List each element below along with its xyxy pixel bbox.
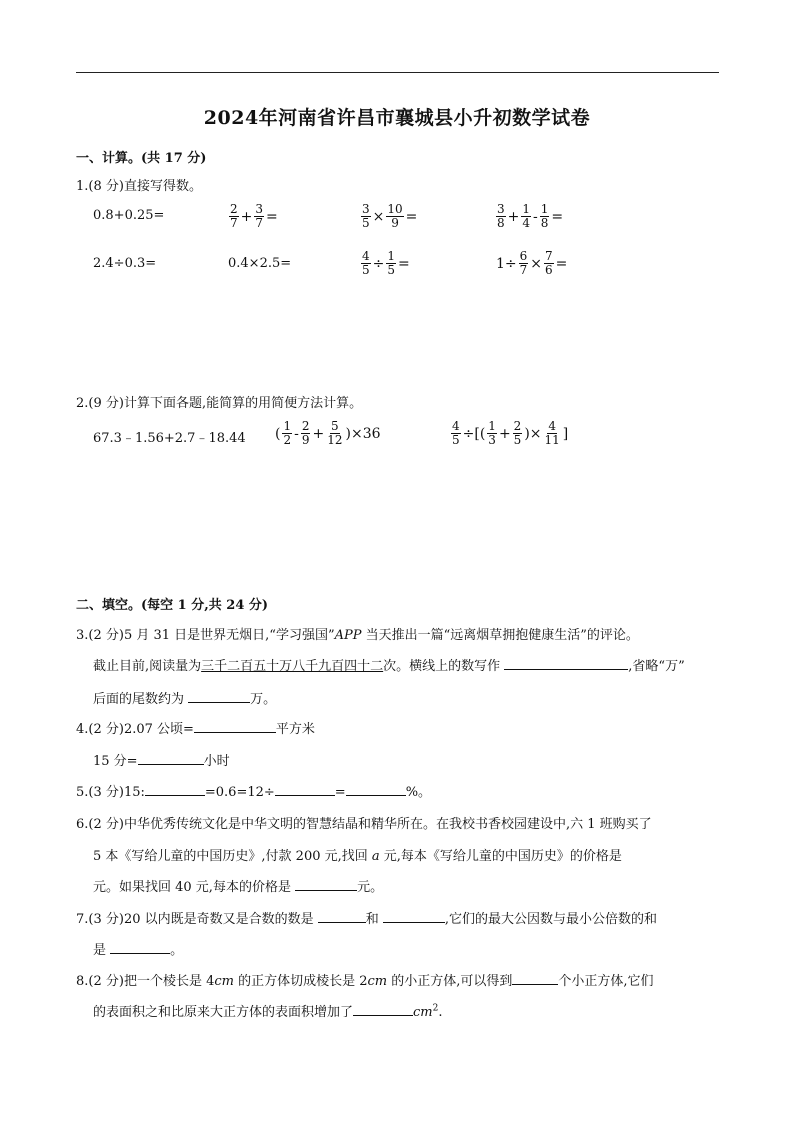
q2-expr-1: 67.3﹣1.56+2.7﹣18.44 [93,431,246,446]
q6-blank-1[interactable] [295,878,357,891]
q3-line-1: 3.(2 分)5 月 31 日是世界无烟日,“学习强国”APP 当天推出一篇“远离烟草拥抱健康生活”的评论。 [76,628,639,643]
section-1-heading: 一、计算。(共 17 分) [76,151,207,166]
q4-line-2: 15 分= 小时 [93,754,230,769]
top-rule [76,72,719,73]
q1-r2c3: $\frac{4}{5}$ ÷ $\frac{1}{5}$ = [362,249,410,277]
q1-stem: 1.(8 分)直接写得数。 [76,179,202,194]
q3-line-3: 后面的尾数约为 万。 [93,692,277,707]
q2-stem: 2.(9 分)计算下面各题,能简算的用简便方法计算。 [76,396,363,411]
q5-blank-2[interactable] [275,783,335,796]
q7-blank-1[interactable] [318,910,366,923]
q4-blank-1[interactable] [194,720,276,733]
q4-line-1: 4.(2 分)2.07 公顷= 平方米 [76,722,315,737]
q4-blank-2[interactable] [138,752,204,765]
q1-r1c2: $\frac{2}{7}$ + $\frac{3}{7}$ = [230,202,278,230]
q1-r1c1: 0.8+0.25= [93,208,165,223]
q3-blank-1[interactable] [504,657,628,670]
exam-title: 2024年河南省许昌市襄城县小升初数学试卷 [203,107,591,129]
q8-line-1: 8.(2 分)把一个棱长是 4cm 的正方体切成棱长是 2cm 的小正方体,可以得到 个小正方体,它们 [76,974,654,989]
q3-blank-2[interactable] [188,690,250,703]
q6-line-3: 元。如果找回 40 元,每本的价格是 元。 [93,880,384,895]
q2-expr-3: $\frac{4}{5}$ ÷[( $\frac{1}{3}$ + $\frac{2}{5}$ )× $\frac{4}{11}$ ] [452,419,569,447]
q7-blank-3[interactable] [110,941,170,954]
q5-blank-3[interactable] [346,783,406,796]
q1-r1c4: $\frac{3}{8}$ + $\frac{1}{4}$ - $\frac{1}{8}$ = [497,202,564,230]
q1-r2c2: 0.4×2.5= [228,256,292,271]
q1-r2c4: 1÷ $\frac{6}{7}$ × $\frac{7}{6}$ = [496,249,568,277]
q7-line-1: 7.(3 分)20 以内既是奇数又是合数的数是 和 ,它们的最大公因数与最小公倍数的和 [76,912,658,927]
q6-line-1: 6.(2 分)中华优秀传统文化是中华文明的智慧结晶和精华所在。在我校书香校园建设中,六 1 班购买了 [76,817,652,832]
q8-blank-1[interactable] [512,972,558,985]
q5-line: 5.(3 分)15: =0.6=12÷ = %。 [76,785,432,800]
q8-blank-2[interactable] [353,1003,413,1016]
q7-blank-2[interactable] [383,910,445,923]
q1-r2c1: 2.4÷0.3= [93,256,157,271]
q5-blank-1[interactable] [145,783,205,796]
q7-line-2: 是 。 [93,943,184,958]
q6-line-2: 5 本《写给儿童的中国历史》,付款 200 元,找回 a 元,每本《写给儿童的中国历史》的价格是 [93,849,622,864]
q8-line-2: 的表面积之和比原来大正方体的表面积增加了 $cm^2$. [93,1003,443,1020]
q3-underlined-number: 三千二百五十万八千九百四十二 [201,659,384,674]
section-2-heading: 二、填空。(每空 1 分,共 24 分) [76,598,269,613]
q1-r1c3: $\frac{3}{5}$ × $\frac{10}{9}$ = [362,202,418,230]
q3-line-2: 截止目前,阅读量为三千二百五十万八千九百四十二次。横线上的数写作 ,省略“万” [93,659,685,674]
q2-expr-2: ( $\frac{1}{2}$ - $\frac{2}{9}$ + $\frac{5}{12}$ )×36 [275,419,381,447]
